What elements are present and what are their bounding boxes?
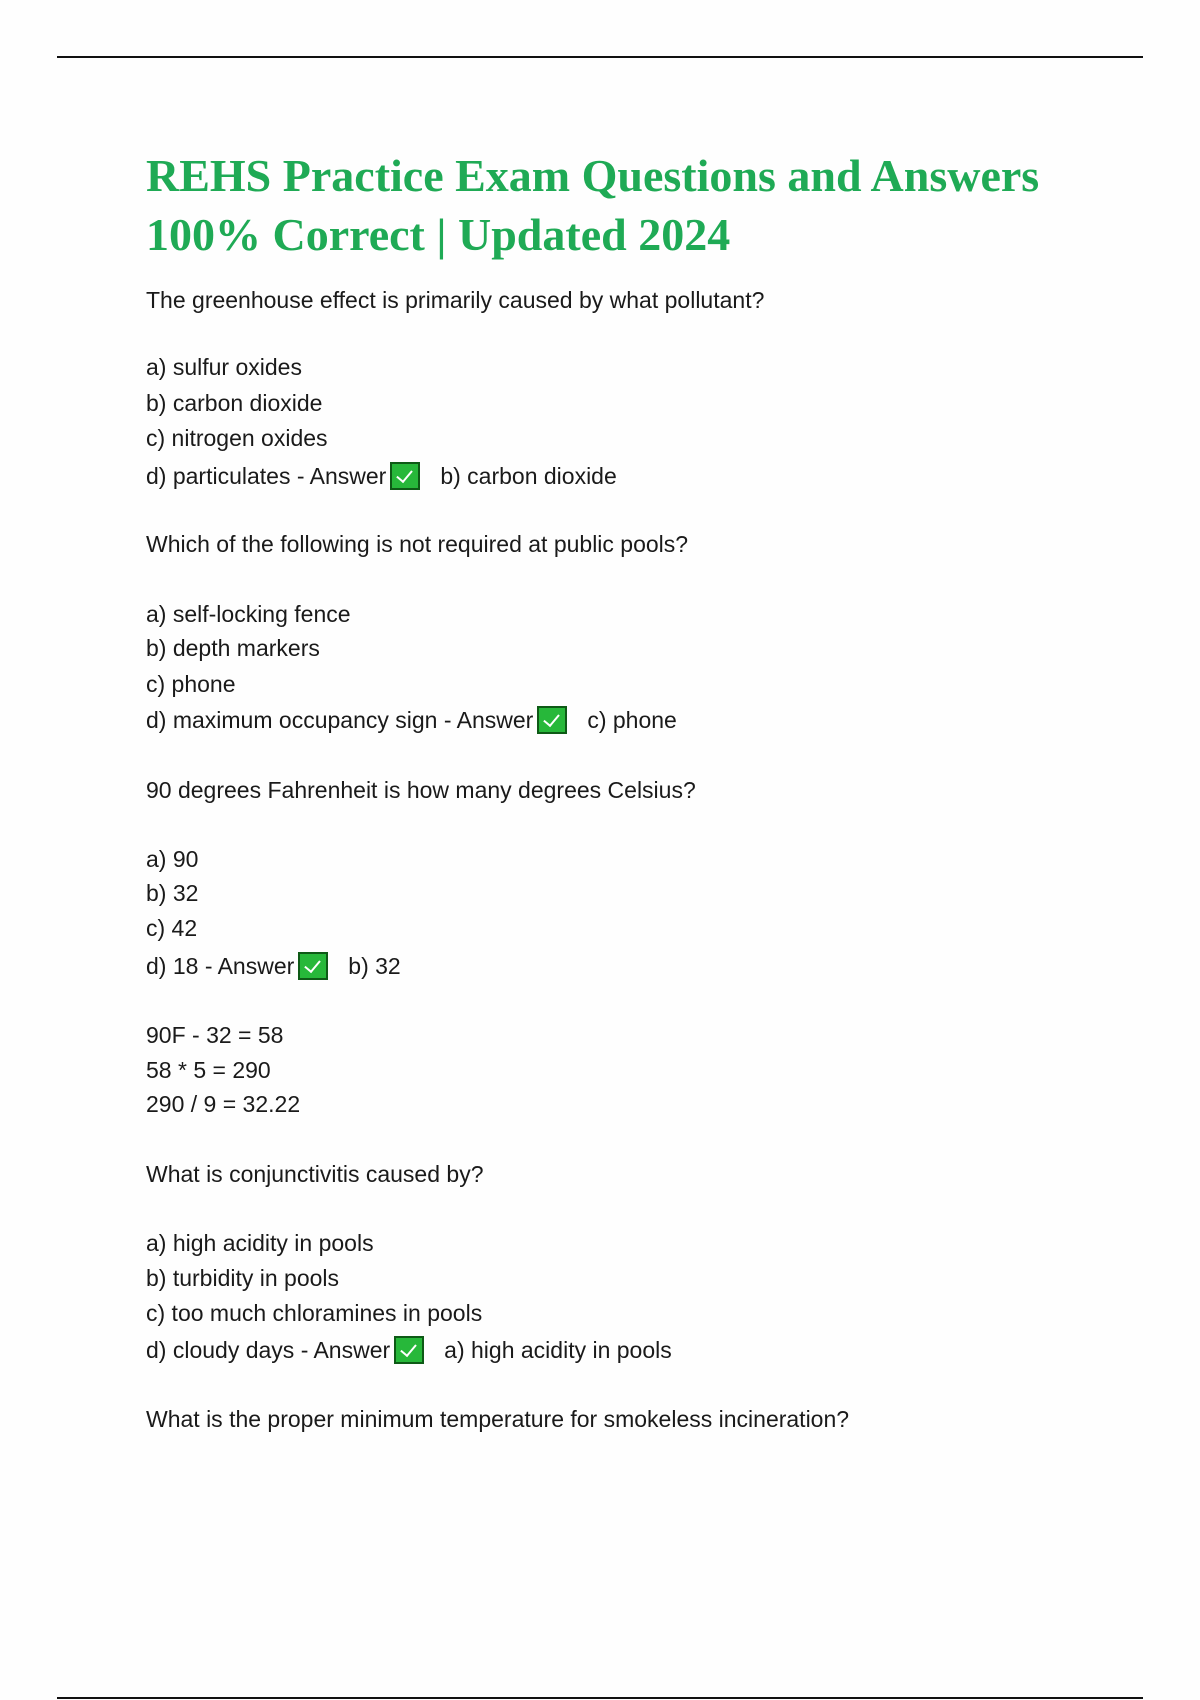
top-rule <box>57 56 1143 58</box>
answer-line <box>146 948 401 984</box>
option: b) depth markers <box>146 635 320 661</box>
document-title-line2: 100% Correct | Updated 2024 <box>146 209 731 260</box>
option: a) sulfur oxides <box>146 354 302 380</box>
option: c) nitrogen oxides <box>146 425 328 451</box>
explanation-line: 58 * 5 = 290 <box>146 1057 271 1083</box>
option: c) too much chloramines in pools <box>146 1300 483 1326</box>
option: c) phone <box>146 671 236 697</box>
document-title-line1: REHS Practice Exam Questions and Answers <box>146 150 1040 201</box>
answer-text: a) high acidity in pools <box>444 1337 672 1363</box>
checkmark-icon <box>390 462 420 490</box>
explanation-line: 290 / 9 = 32.22 <box>146 1091 301 1117</box>
option: b) turbidity in pools <box>146 1265 340 1291</box>
option: d) 18 - Answer <box>146 953 295 979</box>
question-text: What is the proper minimum temperature for smokeless incineration? <box>146 1406 850 1432</box>
question-text: Which of the following is not required at public pools? <box>146 531 689 557</box>
checkmark-icon <box>394 1336 424 1364</box>
checkmark-icon <box>537 706 567 734</box>
answer-text: b) 32 <box>348 953 401 979</box>
option: b) 32 <box>146 880 199 906</box>
question-text: What is conjunctivitis caused by? <box>146 1161 484 1187</box>
option: a) self-locking fence <box>146 601 351 627</box>
answer-text: b) carbon dioxide <box>440 463 617 489</box>
option: c) 42 <box>146 915 198 941</box>
answer-text: c) phone <box>587 707 677 733</box>
question-text: The greenhouse effect is primarily caused by what pollutant? <box>146 287 765 313</box>
answer-line <box>146 702 677 738</box>
bottom-rule <box>57 1697 1143 1699</box>
option: a) 90 <box>146 846 199 872</box>
option: d) particulates - Answer <box>146 463 387 489</box>
question-text: 90 degrees Fahrenheit is how many degrees Celsius? <box>146 777 696 803</box>
option: a) high acidity in pools <box>146 1230 374 1256</box>
explanation-line: 90F - 32 = 58 <box>146 1022 284 1048</box>
answer-line <box>146 458 617 494</box>
option: d) maximum occupancy sign - Answer <box>146 707 534 733</box>
option: d) cloudy days - Answer <box>146 1337 391 1363</box>
answer-line <box>146 1332 672 1368</box>
checkmark-icon <box>298 952 328 980</box>
option: b) carbon dioxide <box>146 390 323 416</box>
